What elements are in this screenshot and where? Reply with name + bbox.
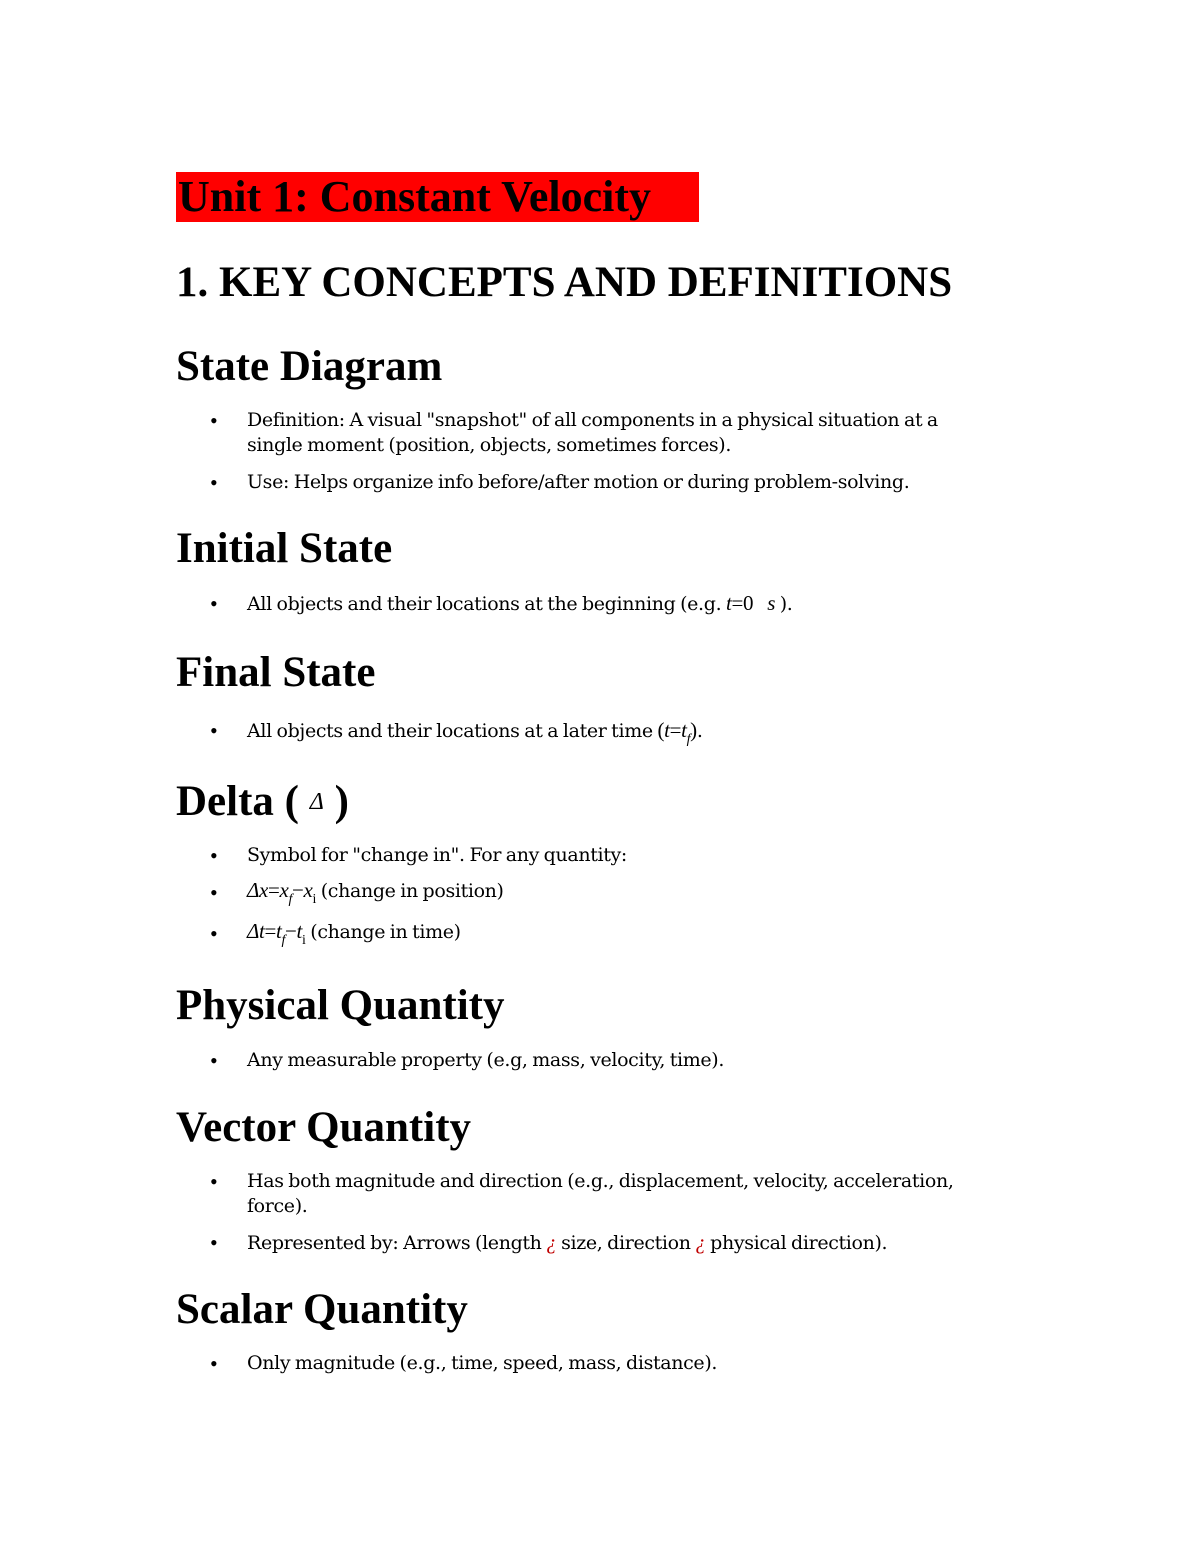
math-sub-i: i xyxy=(302,933,306,948)
math-minus: − xyxy=(285,919,297,943)
initial-state-text xyxy=(247,591,987,617)
math-t: t xyxy=(664,718,670,742)
delta-equation-time xyxy=(247,919,987,947)
glyph-placeholder: ¿ xyxy=(546,1230,557,1254)
scalar-quantity-text: Only magnitude (e.g., time, speed, mass, distance). xyxy=(247,1352,718,1374)
final-state-text xyxy=(247,718,987,746)
rep-after: physical direction). xyxy=(705,1232,888,1254)
state-diagram-heading: State Diagram xyxy=(176,343,443,390)
math-sub-f: f xyxy=(288,892,292,907)
scalar-quantity-heading: Scalar Quantity xyxy=(176,1286,468,1333)
math-sub-f: f xyxy=(686,732,691,747)
rep-before: Represented by: Arrows (length xyxy=(247,1232,547,1254)
state-diagram-use: Use: Helps organize info before/after motion or during problem-solving. xyxy=(247,471,910,493)
final-state-text-after: . xyxy=(696,720,703,742)
math-t-final: t xyxy=(681,718,687,742)
page-title: Unit 1: Constant Velocity xyxy=(176,172,699,222)
math-paren-close: ) xyxy=(690,718,697,742)
delta-equation-position xyxy=(247,878,987,906)
delta-symbol: Δ xyxy=(309,789,324,815)
math-t: t xyxy=(258,919,265,943)
math-sub-i: i xyxy=(312,892,317,907)
definition-line-1: Definition: A visual "snapshot" of all components in a physical situation at a xyxy=(247,409,938,431)
definition-line-2: single moment (position, objects, sometimes forces). xyxy=(247,434,732,456)
math-t-final: t xyxy=(275,919,282,943)
math-t-initial: t xyxy=(296,919,303,943)
physical-quantity-heading: Physical Quantity xyxy=(176,982,505,1029)
glyph-placeholder: ¿ xyxy=(695,1230,706,1254)
math-s: s xyxy=(767,591,776,615)
math-x: x xyxy=(258,878,268,902)
rep-mid: size, direction xyxy=(556,1232,696,1254)
bullet-icon: • xyxy=(210,843,218,868)
final-state-heading: Final State xyxy=(176,649,376,696)
math-paren-open: ( xyxy=(657,718,665,742)
math-eq: =0 xyxy=(731,591,754,615)
vector-quantity-heading: Vector Quantity xyxy=(176,1104,472,1151)
delta-heading-open: Delta ( xyxy=(176,778,299,825)
final-state-text-before: All objects and their locations at a later time xyxy=(247,720,658,742)
math-delta: Δ xyxy=(247,878,259,902)
math-minus: − xyxy=(292,878,304,902)
math-x-initial: x xyxy=(303,878,313,902)
vector-quantity-definition xyxy=(247,1169,987,1219)
bullet-icon: • xyxy=(210,470,218,495)
bullet-icon: • xyxy=(210,921,218,946)
bullet-icon: • xyxy=(210,880,218,905)
initial-state-text-after: ). xyxy=(779,593,793,615)
math-eq: = xyxy=(267,878,280,902)
vector-line-2: force). xyxy=(247,1195,308,1217)
vector-line-1: Has both magnitude and direction (e.g., displacement, velocity, acceleration, xyxy=(247,1170,954,1192)
equation-label: (change in time) xyxy=(310,921,461,943)
delta-heading xyxy=(176,776,349,834)
bullet-icon: • xyxy=(210,1169,218,1194)
math-t: t xyxy=(725,591,732,615)
equation-label: (change in position) xyxy=(320,880,504,902)
math-x-final: x xyxy=(279,878,289,902)
state-diagram-definition xyxy=(247,408,987,458)
bullet-icon: • xyxy=(210,1230,218,1255)
initial-state-text-before: All objects and their locations at the beginning (e.g. xyxy=(247,593,726,615)
initial-state-heading: Initial State xyxy=(176,525,393,572)
delta-heading-close: ) xyxy=(334,778,349,825)
bullet-icon: • xyxy=(210,408,218,433)
bullet-icon: • xyxy=(210,1351,218,1376)
math-eq: = xyxy=(669,718,682,742)
bullet-icon: • xyxy=(210,591,218,616)
physical-quantity-text: Any measurable property (e.g, mass, velocity, time). xyxy=(247,1049,725,1071)
delta-symbol-text: Symbol for "change in". For any quantity: xyxy=(247,844,627,866)
bullet-icon: • xyxy=(210,718,218,743)
section-heading: 1. KEY CONCEPTS AND DEFINITIONS xyxy=(176,259,953,306)
math-eq: = xyxy=(264,919,276,943)
bullet-icon: • xyxy=(210,1048,218,1073)
math-delta: Δ xyxy=(247,919,259,943)
vector-representation xyxy=(247,1230,987,1256)
math-sub-f: f xyxy=(281,933,286,948)
